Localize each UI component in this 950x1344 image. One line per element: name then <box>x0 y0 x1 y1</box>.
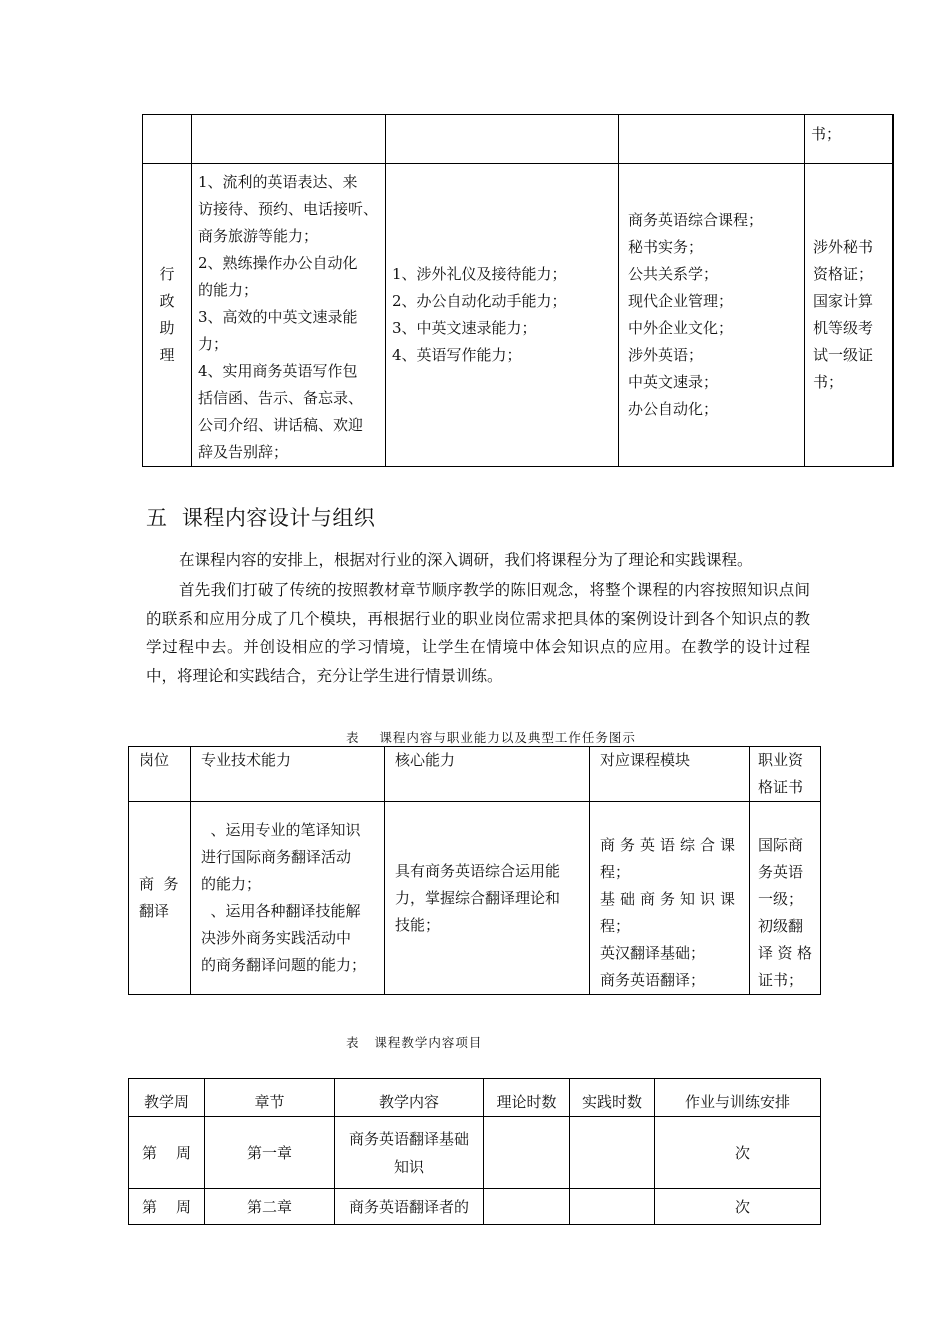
header-courses: 对应课程模块 <box>590 747 750 802</box>
certificate-cell: 国际商 务英语 一级； 初级翻 译资格 证书； <box>750 802 821 995</box>
header-content: 教学内容 <box>335 1079 484 1117</box>
certificate-cell: 涉外秘书 资格证； 国家计算 机等级考 试一级证 书； <box>805 164 893 467</box>
paragraph-design: 首先我们打破了传统的按照教材章节顺序教学的陈旧观念，将整个课程的内容按照知识点间的联系和应用分成了几个模块，再根据行业的职业岗位需求把具体的案例设计到各个知识点的教学过程中去。并创设相应的学习情境，让学生在情境中体会知识点的应用。在教学的设计过程中，将理论和实践结合，充分让学生进行情景训练。 <box>146 581 810 685</box>
homework-cell: 次 <box>655 1117 821 1189</box>
position-cell: 商 务 翻译 <box>129 802 191 995</box>
chapter-cell: 第一章 <box>205 1117 335 1189</box>
table-caption: 表 课程内容与职业能力以及典型工作任务图示 <box>346 730 636 745</box>
theory-hours-cell <box>484 1117 570 1189</box>
table-row <box>129 1117 821 1189</box>
course-module-cell: 商务英语综合课程； 秘书实务； 公共关系学； 现代企业管理； 中外企业文化； 涉外英语； 中英文速录； 办公自动化； <box>619 164 805 467</box>
practice-hours-cell <box>570 1117 655 1189</box>
core-ability-cell: 具有商务英语综合运用能 力，掌握综合翻译理论和 技能； <box>385 802 590 995</box>
table-row <box>143 115 893 164</box>
content-cell: 商务英语翻译基础 知识 <box>335 1117 484 1189</box>
course-module-cell: 商务英语综合课 程； 基础商务知识课 程； 英汉翻译基础； 商务英语翻译； <box>590 802 750 995</box>
table-header-row <box>129 747 821 802</box>
theory-hours-cell <box>484 1189 570 1225</box>
header-cert: 职业资 格证书 <box>750 747 821 802</box>
teaching-content-table <box>128 1078 821 1225</box>
header-position: 岗位 <box>129 747 191 802</box>
cert-tail: 书； <box>811 125 842 143</box>
practice-hours-cell <box>570 1189 655 1225</box>
content-cell: 商务英语翻译者的 <box>335 1189 484 1225</box>
job-skills-table-continued <box>142 114 894 467</box>
table-header-row <box>129 1079 821 1117</box>
header-skills: 专业技术能力 <box>191 747 385 802</box>
header-chapter: 章节 <box>205 1079 335 1117</box>
skills-cell: 1、流利的英语表达、来 访接待、预约、电话接听、 商务旅游等能力； 2、熟练操作办公自动化 的能力； 3、高效的中英文速录能 力； 4、实用商务英语写作包 括信函、告示、备忘录、 公司介绍、讲话稿、欢迎 辞及告别辞； <box>192 164 386 467</box>
table-row <box>129 1189 821 1225</box>
chapter-cell: 第二章 <box>205 1189 335 1225</box>
table-caption: 表 课程教学内容项目 <box>346 1035 483 1050</box>
course-ability-table <box>128 746 821 995</box>
header-week: 教学周 <box>129 1079 205 1117</box>
homework-cell: 次 <box>655 1189 821 1225</box>
table-row <box>129 802 821 995</box>
header-homework: 作业与训练安排 <box>655 1079 821 1117</box>
position-cell: 行 政 助 理 <box>143 164 192 467</box>
header-practice-hours: 实践时数 <box>570 1079 655 1117</box>
header-core: 核心能力 <box>385 747 590 802</box>
week-cell: 第 周 <box>129 1117 205 1189</box>
header-theory-hours: 理论时数 <box>484 1079 570 1117</box>
week-cell: 第 周 <box>129 1189 205 1225</box>
skills-cell: 、运用专业的笔译知识 进行国际商务翻译活动 的能力； 、运用各种翻译技能解 决涉外商务实践活动中 的商务翻译问题的能力； <box>191 802 385 995</box>
section-heading: 五 课程内容设计与组织 <box>146 506 376 530</box>
paragraph-intro: 在课程内容的安排上，根据对行业的深入调研，我们将课程分为了理论和实践课程。 <box>179 551 753 569</box>
core-ability-cell: 1、涉外礼仪及接待能力； 2、办公自动化动手能力； 3、中英文速录能力； 4、英语写作能力； <box>386 164 619 467</box>
table-row <box>143 164 893 467</box>
